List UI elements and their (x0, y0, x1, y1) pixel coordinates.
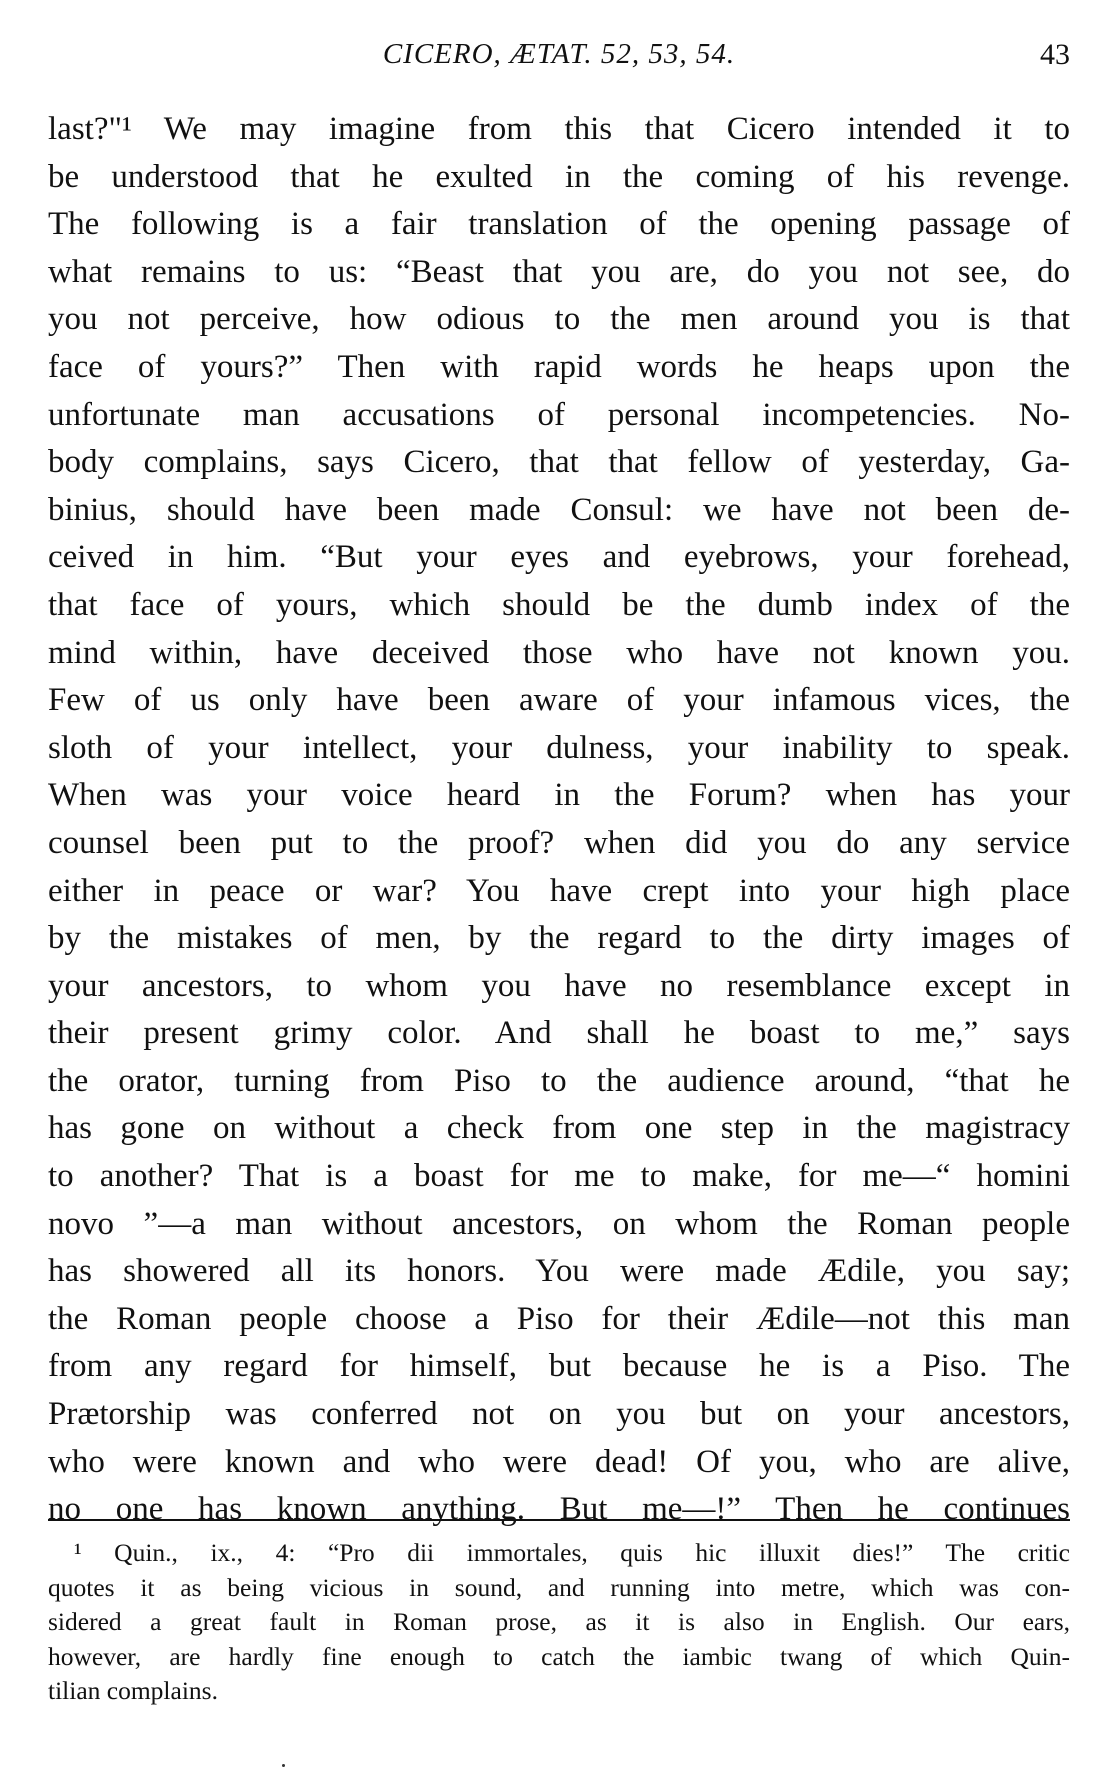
text-line: their present grimy color. And shall he boast to me,” says (48, 1015, 1070, 1052)
text-line: by the mistakes of men, by the regard to the dirty images of (48, 920, 1070, 957)
text-line: counsel been put to the proof? when did you do any service (48, 824, 1070, 861)
footnote-line: quotes it as being vicious in sound, and running into metre, which was con- (48, 1572, 1070, 1602)
text-line: Prætorship was conferred not on you but on your ancestors, (48, 1396, 1070, 1433)
text-line: be understood that he exulted in the coming of his revenge. (48, 158, 1070, 195)
text-line: Few of us only have been aware of your infamous vices, the (48, 682, 1070, 719)
footnote-line: ¹ Quin., ix., 4: “Pro dii immortales, quis hic illuxit dies!” The critic (74, 1538, 1070, 1567)
text-line: The following is a fair translation of the opening passage of (48, 206, 1070, 243)
footnote-rule (48, 1519, 1070, 1521)
page-number: 43 (1040, 38, 1070, 71)
footnote-line: sidered a great fault in Roman prose, as it is also in English. Our ears, (48, 1607, 1070, 1637)
body-text (48, 106, 1070, 1534)
text-line: from any regard for himself, but because he is a Piso. The (48, 1348, 1070, 1385)
text-line: unfortunate man accusations of personal incompetencies. No- (48, 396, 1070, 433)
footnote-line: tilian complains. (48, 1676, 218, 1706)
footnote-line: however, are hardly fine enough to catch the iambic twang of which Quin- (48, 1641, 1070, 1671)
text-line: that face of yours, which should be the dumb index of the (48, 586, 1070, 623)
text-line: mind within, have deceived those who have not known you. (48, 634, 1070, 671)
running-title: CICERO, ÆTAT. 52, 53, 54. (382, 38, 736, 70)
text-line: last?"¹ We may imagine from this that Cicero intended it to (48, 111, 1070, 147)
print-speck (282, 1764, 285, 1767)
text-line: novo ”—a man without ancestors, on whom the Roman people (48, 1205, 1070, 1242)
running-head (48, 38, 1070, 78)
text-line: the Roman people choose a Piso for their Ædile—not this man (48, 1300, 1070, 1337)
text-line: what remains to us: “Beast that you are, do you not see, do (48, 253, 1070, 290)
text-line: ceived in him. “But your eyes and eyebrows, your forehead, (48, 539, 1070, 576)
text-line: has gone on without a check from one step in the magistracy (48, 1110, 1070, 1147)
text-line: sloth of your intellect, your dulness, your inability to speak. (48, 729, 1070, 766)
text-line: you not perceive, how odious to the men around you is that (48, 301, 1070, 338)
text-line: the orator, turning from Piso to the audience around, “that he (48, 1062, 1070, 1099)
text-line: either in peace or war? You have crept into your high place (48, 872, 1070, 909)
text-line: no one has known anything. But me—!” Then he continues (48, 1491, 1070, 1528)
text-line: to another? That is a boast for me to make, for me—“ homini (48, 1158, 1070, 1195)
text-line: binius, should have been made Consul: we have not been de- (48, 491, 1070, 528)
text-line: face of yours?” Then with rapid words he heaps upon the (48, 348, 1070, 385)
text-line: When was your voice heard in the Forum? when has your (48, 777, 1070, 814)
text-line: your ancestors, to whom you have no resemblance except in (48, 967, 1070, 1004)
text-line: has showered all its honors. You were made Ædile, you say; (48, 1253, 1070, 1290)
text-line: who were known and who were dead! Of you, who are alive, (48, 1443, 1070, 1480)
text-line: body complains, says Cicero, that that fellow of yesterday, Ga- (48, 444, 1070, 481)
footnotes (48, 1536, 1070, 1709)
